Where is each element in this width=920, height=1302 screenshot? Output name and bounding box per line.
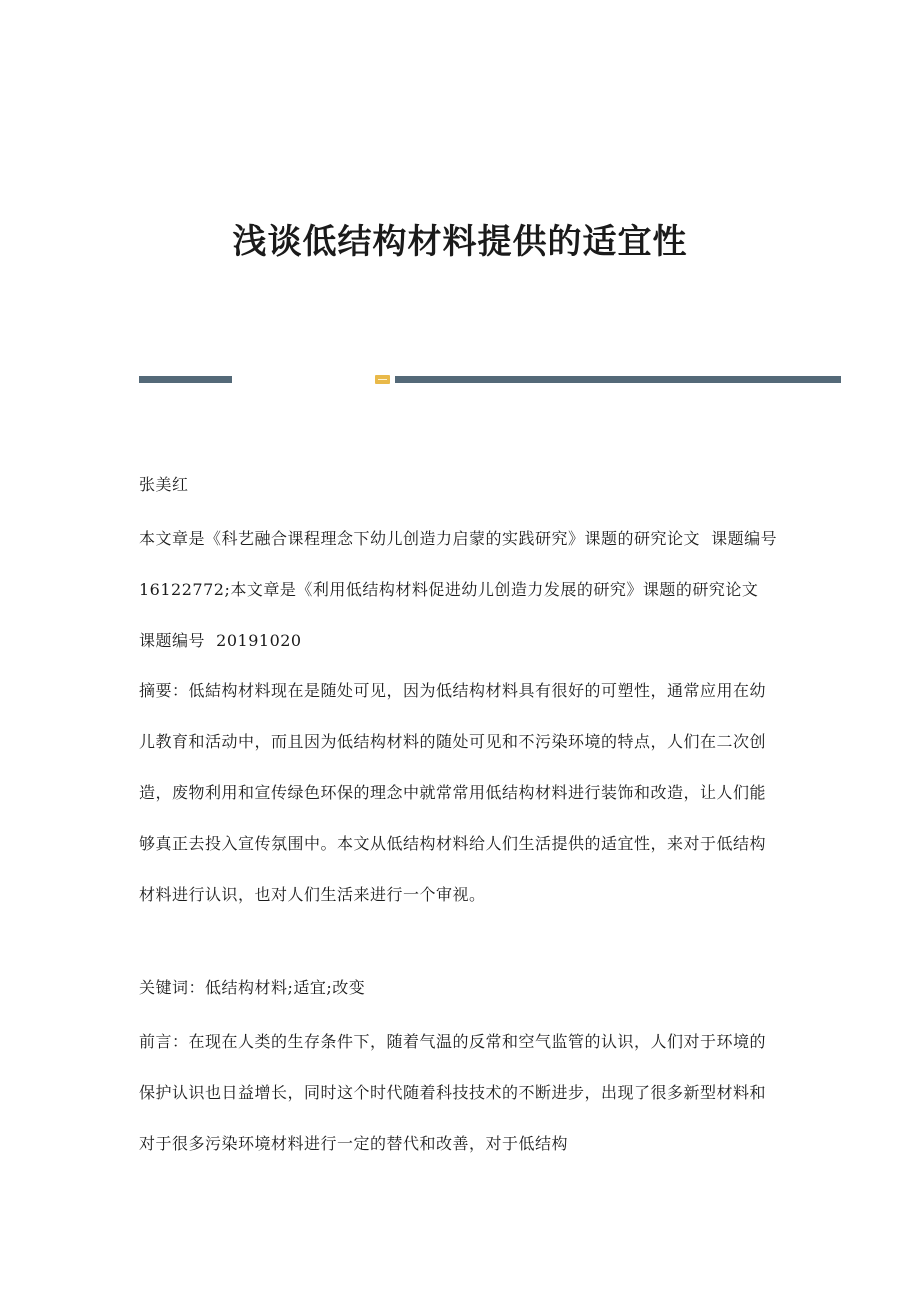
keywords-line: 关键词：低结构材料;适宜;改变 <box>139 978 366 997</box>
abstract-paragraph: 摘要：低結构材料现在是随处可见，因为低结构材料具有很好的可塑性，通常应用在幼儿教育和活动中，而且因为低结构材料的随处可见和不污染环境的特点，人们在二次创造，废物利用和宣传绿色环保的理念中就常常用低结构材料进行装饰和改造，让人们能够真正去投入宣传氛围中。本文从低结构材料给人们生活提供的适宜性，来对于低结构材料进行认识，也对人们生活来进行一个审视。 <box>139 681 767 904</box>
preface-paragraph: 前言：在现在人类的生存条件下，随着气温的反常和空气监管的认识，人们对于环境的保护认识也日益增长，同时这个时代随着科技技术的不断进步，出现了很多新型材料和对于很多污染环境材料进行一定的替代和改善，对于低结构 <box>139 1032 767 1153</box>
divider-left-bar <box>139 376 232 383</box>
project-note-paragraph: 本文章是《科艺融合课程理念下幼儿创造力启蒙的实践研究》课题的研究论文 课题编号 16122772;本文章是《利用低结构材料促进幼儿创造力发展的研究》课题的研究论文 课题编号 20191020 <box>139 529 789 650</box>
document-title: 浅谈低结构材料提供的适宜性 <box>232 222 688 262</box>
divider-right-bar <box>395 376 841 383</box>
title-divider <box>139 375 841 384</box>
divider-ornament-icon <box>375 375 390 384</box>
author-name: 张美红 <box>139 475 189 494</box>
